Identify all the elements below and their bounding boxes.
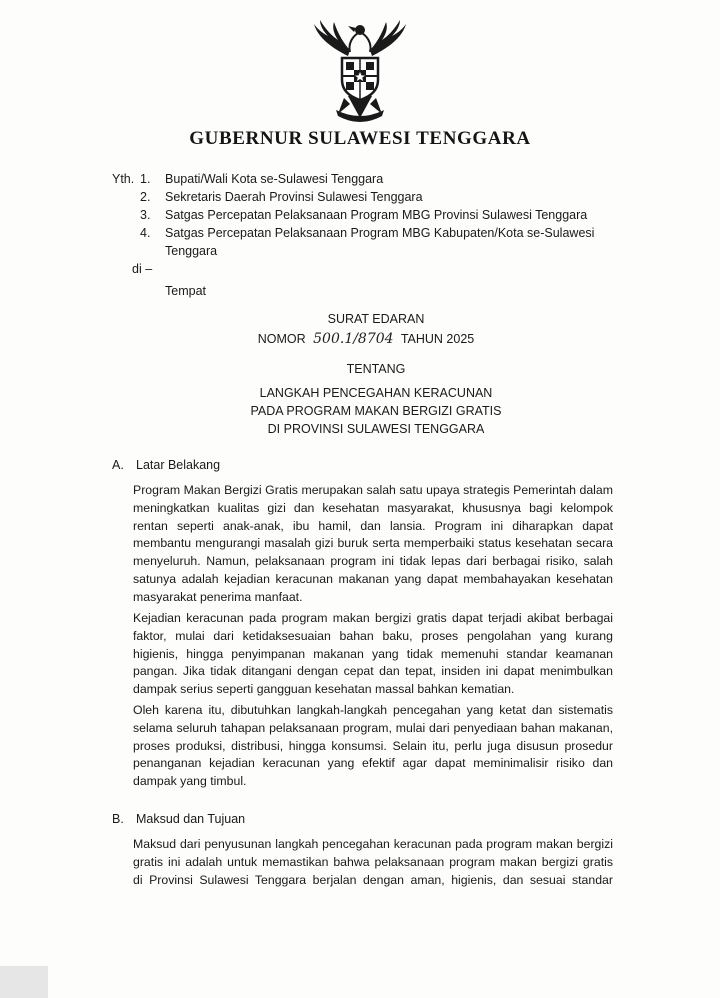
section-a-paragraph-2	[133, 610, 613, 699]
scan-corner-shade	[0, 966, 48, 998]
recipient-text: Sekretaris Daerah Provinsi Sulawesi Tenggara	[165, 190, 423, 204]
tentang-label: TENTANG	[346, 362, 406, 376]
recipient-text: Tenggara	[165, 244, 218, 258]
paragraph-line: selama seluruh tahapan pelaksanaan program, mulai dari penyediaan bahan makanan,	[133, 720, 613, 735]
section-letter: A.	[112, 458, 124, 472]
section-title: Latar Belakang	[136, 458, 221, 472]
tahun-label: TAHUN 2025	[400, 332, 475, 346]
section-b-paragraph-1	[133, 836, 613, 889]
paragraph-line: dampak yang timbul.	[133, 774, 247, 789]
recipient-text: Bupati/Wali Kota se-Sulawesi Tenggara	[165, 172, 384, 186]
subject-line-1: LANGKAH PENCEGAHAN KERACUNAN	[259, 386, 493, 400]
nomor-label: NOMOR	[257, 332, 306, 346]
recipient-text: Satgas Percepatan Pelaksanaan Program MBG Provinsi Sulawesi Tenggara	[165, 208, 588, 222]
paragraph-line: Maksud dari penyusunan langkah pencegahan keracunan pada program makan bergizi	[133, 837, 613, 851]
paragraph-line: pangan. Jika tidak ditangani dengan cepat dan tepat, insiden ini dapat menimbulkan	[133, 664, 613, 679]
letter-type: SURAT EDARAN	[327, 312, 425, 326]
paragraph-line: Oleh karena itu, dibutuhkan langkah-langkah pencegahan yang ketat dan sistematis	[133, 703, 613, 717]
paragraph-line: Kejadian keracunan pada program makan bergizi gratis dapat terjadi akibat berbagai	[133, 611, 613, 625]
paragraph-line: satunya adalah kejadian keracunan makanan yang dapat membahayakan kesehatan	[133, 571, 613, 586]
di-label: di –	[132, 262, 153, 276]
subject-line-3: DI PROVINSI SULAWESI TENGGARA	[267, 422, 485, 436]
section-title: Maksud dan Tujuan	[136, 812, 246, 826]
recipient-number: 1.	[140, 172, 151, 186]
paragraph-line: membantu mengurangi masalah gizi buruk serta memperbaiki status kesehatan secara	[133, 536, 613, 551]
tempat-label: Tempat	[165, 284, 206, 298]
paragraph-line: di Provinsi Sulawesi Tenggara berjalan dengan aman, higienis, dan sesuai standar	[133, 872, 613, 887]
section-a-paragraph-1	[133, 482, 613, 607]
paragraph-line: menyeluruh. Namun, pelaksanaan program ini tidak lepas dari berbagai risiko, salah	[133, 554, 613, 569]
paragraph-line: higienis, hingga penyimpanan makanan yang tidak memenuhi standar keamanan	[133, 646, 613, 661]
recipient-number: 3.	[140, 208, 151, 222]
governor-title: GUBERNUR SULAWESI TENGGARA	[189, 128, 531, 149]
letter-number-line	[6, 330, 720, 348]
paragraph-line: masyarakat penerima manfaat.	[133, 589, 303, 604]
recipient-number: 4.	[140, 226, 151, 240]
paragraph-line: meningkatkan kualitas gizi dan kesehatan masyarakat, khususnya bagi kelompok	[133, 500, 613, 515]
paragraph-line: Program Makan Bergizi Gratis merupakan salah satu upaya strategis Pemerintah dalam	[133, 483, 613, 497]
paragraph-line: gratis ini adalah untuk memastikan bahwa pelaksanaan program makan bergizi gratis	[133, 854, 613, 869]
paragraph-line: dampak serius seperti gangguan kesehatan massal bahkan kematian.	[133, 682, 515, 697]
section-a-heading	[112, 458, 220, 472]
section-b-heading	[112, 812, 245, 826]
paragraph-line: rentan seperti anak-anak, ibu hamil, dan lansia. Program ini diharapkan dapat	[133, 518, 613, 533]
paragraph-line: proses produksi, distribusi, hingga konsumsi. Selain itu, perlu juga disusun prosedur	[133, 738, 613, 753]
section-a-paragraph-3	[133, 702, 613, 791]
subject-line-2: PADA PROGRAM MAKAN BERGIZI GRATIS	[250, 404, 502, 418]
garuda-emblem-icon	[308, 18, 412, 126]
recipient-number: 2.	[140, 190, 151, 204]
recipient-text: Satgas Percepatan Pelaksanaan Program MBG Kabupaten/Kota se-Sulawesi	[165, 226, 595, 240]
section-letter: B.	[112, 812, 124, 826]
yth-label: Yth.	[112, 172, 135, 186]
paragraph-line: faktor, mulai dari ketidaksesuaian bahan baku, proses pengolahan yang kurang	[133, 628, 613, 643]
nomor-value: 500.1/8704	[313, 331, 394, 347]
paragraph-line: penanganan kejadian keracunan yang efektif agar dapat meminimalisir risiko dan	[133, 756, 613, 771]
